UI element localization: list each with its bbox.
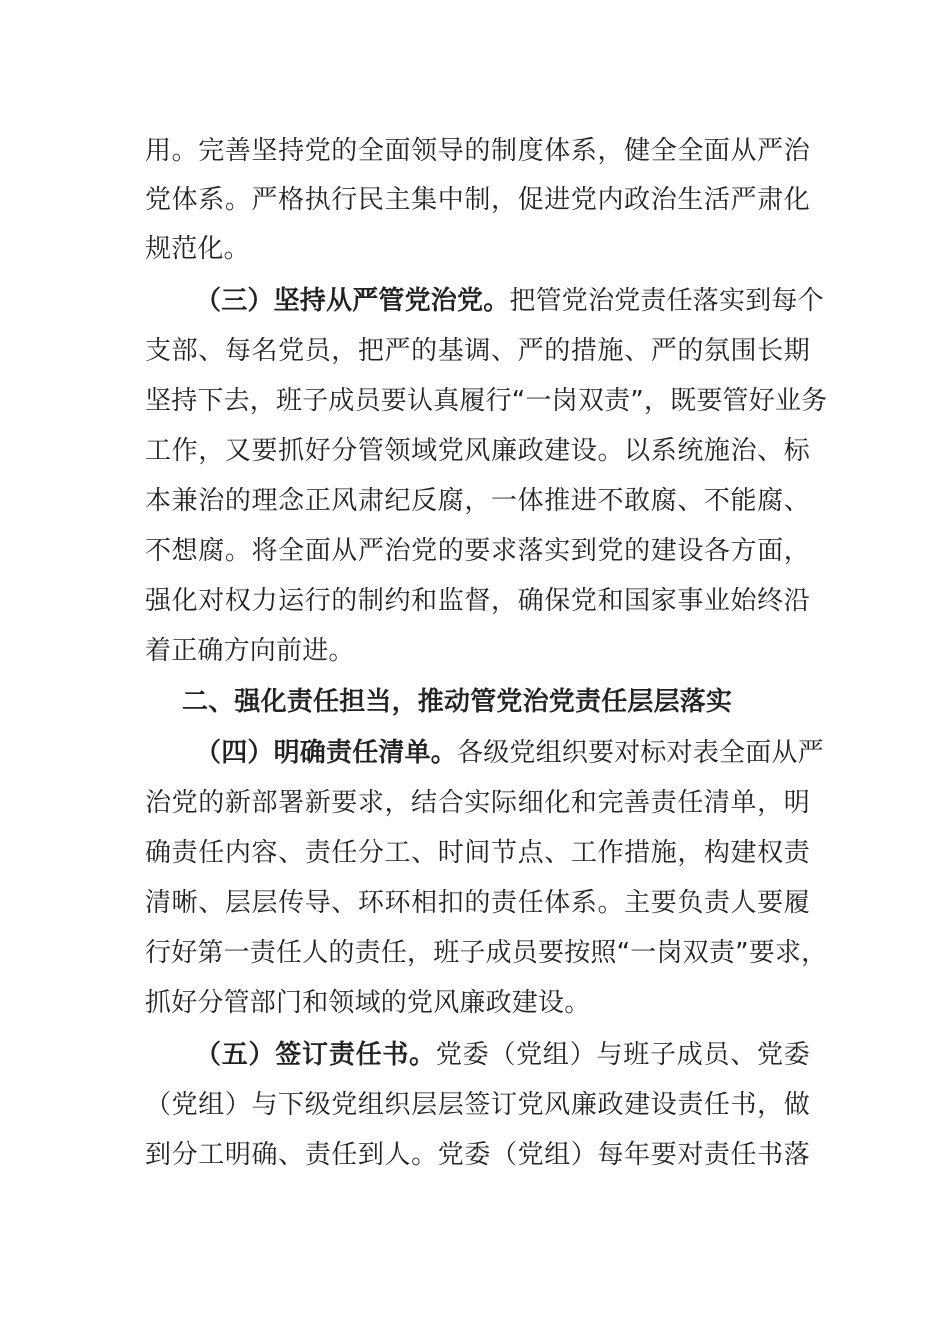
section-five-title: （五）签订责任书。 — [195, 1040, 436, 1070]
body-line: 治党的新部署新要求，结合实际细化和完善责任清单，明 — [145, 788, 810, 818]
section-three-text: 把管党治党责任落实到每个 — [509, 286, 824, 316]
section-four-title: （四）明确责任清单。 — [195, 738, 458, 768]
body-line: 党体系。严格执行民主集中制，促进党内政治生活严肃化 — [145, 185, 810, 215]
section-three-title: （三）坚持从严管党治党。 — [195, 286, 510, 316]
body-line: 着正确方向前进。 — [145, 636, 355, 666]
section-four-line — [195, 736, 824, 770]
body-line: 到分工明确、责任到人。党委（党组）每年要对责任书落 — [145, 1140, 810, 1170]
body-line: 规范化。 — [145, 234, 250, 264]
section-four-text: 各级党组织要对标对表全面从严 — [457, 738, 824, 768]
body-line: 不想腐。将全面从严治党的要求落实到党的建设各方面， — [145, 536, 810, 566]
body-line: 坚持下去，班子成员要认真履行“一岗双责”，既要管好业务 — [145, 386, 828, 416]
section-five-line — [195, 1038, 810, 1072]
body-line: 本兼治的理念正风肃纪反腐，一体推进不敢腐、不能腐、 — [145, 486, 810, 516]
body-line: 行好第一责任人的责任，班子成员要按照“一岗双责”要求， — [145, 938, 828, 968]
body-line: 确责任内容、责任分工、时间节点、工作措施，构建权责 — [145, 838, 810, 868]
body-line: 清晰、层层传导、环环相扣的责任体系。主要负责人要履 — [145, 888, 810, 918]
section-three-line — [195, 284, 824, 318]
body-line: 用。完善坚持党的全面领导的制度体系，健全全面从严治 — [145, 136, 810, 166]
body-line: （党组）与下级党组织层层签订党风廉政建设责任书，做 — [145, 1090, 810, 1120]
body-line: 抓好分管部门和领域的党风廉政建设。 — [145, 988, 591, 1018]
body-line: 支部、每名党员，把严的基调、严的措施、严的氛围长期 — [145, 336, 810, 366]
section-five-text: 党委（党组）与班子成员、党委 — [435, 1040, 810, 1070]
section-heading: 二、强化责任担当，推动管党治党责任层层落实 — [182, 687, 733, 717]
body-line: 工作，又要抓好分管领域党风廉政建设。以系统施治、标 — [145, 436, 810, 466]
body-line: 强化对权力运行的制约和监督，确保党和国家事业始终沿 — [145, 586, 810, 616]
